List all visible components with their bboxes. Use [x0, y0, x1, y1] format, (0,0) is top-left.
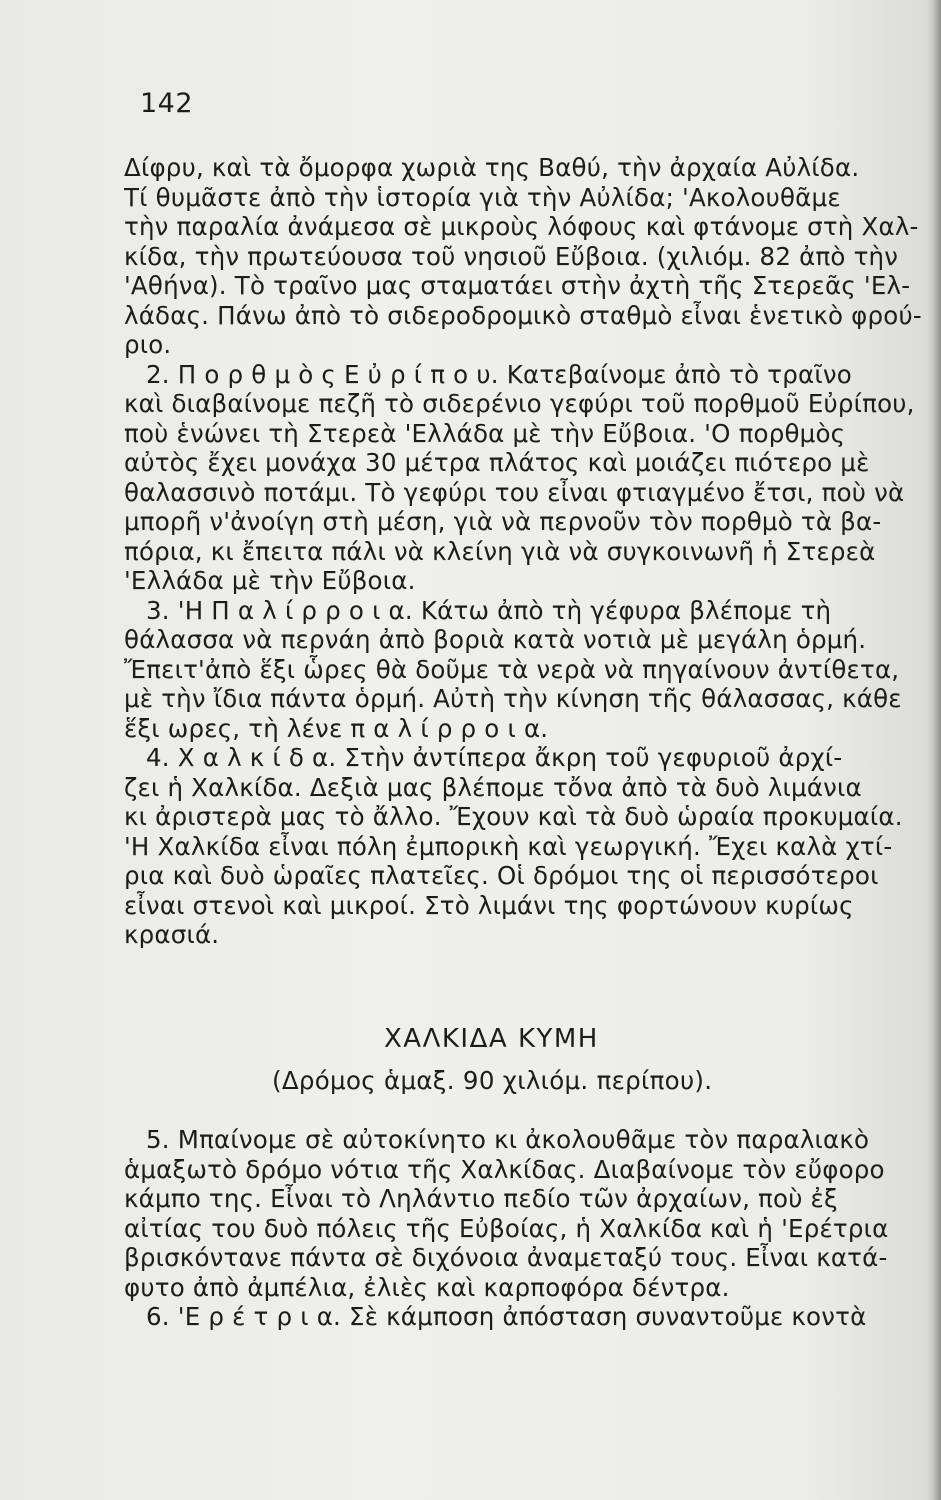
text-line: ρια καὶ δυὸ ὡραῖες πλατεῖες. Οἱ δρόμοι της οἱ περισσότεροι — [124, 861, 879, 890]
text-line: λάδας. Πάνω ἀπὸ τὸ σιδεροδρομικὸ σταθμὸ εἶναι ἑνετικὸ φρού- — [124, 300, 922, 330]
text-line: ποὺ ἑνώνει τὴ Στερεὰ 'Ελλάδα μὲ τὴν Εὔβοια. 'Ο πορθμὸς — [124, 418, 846, 448]
text-line: κι ἀριστερὰ μας τὸ ἄλλο. Ἔχουν καὶ τὰ δυὸ ὡραία προκυμαία. — [124, 802, 903, 831]
section-6-line: 6. 'Ε ρ έ τ ρ ι α. Σὲ κάμποση ἀπόσταση συναντοῦμε κοντὰ — [146, 1302, 867, 1331]
text-line: Δίφρυ, καὶ τὰ ὄμορφα χωριὰ της Βαθύ, τὴν ἀρχαία Αὐλίδα. — [124, 153, 860, 182]
text-line: ἁμαξωτὸ δρόμο νότια τῆς Χαλκίδας. Διαβαίνομε τὸν εὔφορο — [124, 1154, 885, 1184]
text-line: ἕξι ωρες, τὴ λένε π α λ ί ρ ρ ο ι α. — [124, 713, 549, 743]
text-line: αὐτὸς ἔχει μονάχα 30 μέτρα πλάτος καὶ μοιάζει πιότερο μὲ — [124, 448, 870, 477]
text-line: καὶ διαβαίνομε πεζῆ τὸ σιδερένιο γεφύρι τοῦ πορθμοῦ Εὐρίπου, — [124, 389, 915, 418]
text-line: 'Αθήνα). Τὸ τραῖνο μας σταματάει στὴν ἀχτὴ τῆς Στερεᾶς 'Ελ- — [124, 271, 911, 300]
text-line: 'Η Χαλκίδα εἶναι πόλη ἐμπορικὴ καὶ γεωργική. Ἔχει καλὰ χτί- — [124, 831, 893, 861]
text-line: εἶναι στενοὶ καὶ μικροί. Στὸ λιμάνι της φορτώνουν κυρίως — [124, 890, 854, 920]
text-line: πόρια, κι ἔπειτα πάλι νὰ κλείνη γιὰ νὰ συγκοινωνῆ ἡ Στερεὰ — [124, 536, 876, 566]
section-4-line: 4. Χ α λ κ ί δ α. Στὴν ἀντίπερα ἄκρη τοῦ γεφυριοῦ ἀρχί- — [146, 743, 843, 772]
text-line: ζει ἡ Χαλκίδα. Δεξιὰ μας βλέπομε τὄνα ἀπὸ τὰ δυὸ λιμάνια — [124, 772, 862, 802]
text-line: μπορῆ ν'ἀνοίγη στὴ μέση, γιὰ νὰ περνοῦν τὸν πορθμὸ τὰ βα- — [124, 507, 882, 536]
text-line: κρασιά. — [124, 920, 220, 949]
text-line: Ἔπειτ'ἀπὸ ἕξι ὧρες θὰ δοῦμε τὰ νερὰ νὰ πηγαίνουν ἀντίθετα, — [124, 654, 900, 684]
section-heading: ΧΑΛΚΙΔΑ ΚΥΜΗ — [384, 1024, 599, 1054]
section-3-line: 3. 'Η Π α λ ί ρ ρ ο ι α. Κάτω ἀπὸ τὴ γέφυρα βλέπομε τὴ — [146, 595, 832, 625]
text-line: θάλασσα νὰ περνάη ἀπὸ βοριὰ κατὰ νοτιὰ μὲ μεγάλη ὁρμή. — [124, 625, 867, 654]
text-line: μὲ τὴν ἴδια πάντα ὁρμή. Αὐτὴ τὴν κίνηση τῆς θάλασσας, κάθε — [124, 684, 902, 713]
text-line: θαλασσινὸ ποτάμι. Τὸ γεφύρι του εἶναι φτιαγμένο ἔτσι, ποὺ νὰ — [124, 477, 905, 507]
page-number: 142 — [140, 88, 194, 119]
text-line: φυτο ἀπὸ ἀμπέλια, ἐλιὲς καὶ καρποφόρα δέντρα. — [124, 1272, 730, 1302]
text-line: κίδα, τὴν πρωτεύουσα τοῦ νησιοῦ Εὔβοια. (χιλιόμ. 82 ἀπὸ τὴν — [124, 241, 899, 271]
section-2-line: 2. Π ο ρ θ μ ὸ ς Ε ὐ ρ ί π ο υ. Κατεβαίνομε ἀπὸ τὸ τραῖνο — [146, 359, 852, 389]
text-block-top — [124, 153, 934, 950]
text-block-bottom — [124, 1125, 934, 1332]
section-5-line: 5. Μπαίνομε σὲ αὐτοκίνητο κι ἀκολουθᾶμε τὸν παραλιακὸ — [146, 1125, 870, 1154]
text-line: Τί θυμᾶστε ἀπὸ τὴν ἱστορία γιὰ τὴν Αὐλίδα; 'Ακολουθᾶμε — [124, 182, 841, 212]
text-line: βρισκόντανε πάντα σὲ διχόνοια ἀναμεταξύ τους. Εἶναι κατά- — [124, 1243, 888, 1272]
text-line: τὴν παραλία ἀνάμεσα σὲ μικροὺς λόφους καὶ φτάνομε στὴ Χαλ- — [124, 212, 919, 241]
text-line: αἰτίας του δυὸ πόλεις τῆς Εὐβοίας, ἡ Χαλκίδα καὶ ἡ 'Ερέτρια — [124, 1213, 889, 1243]
text-line: 'Ελλάδα μὲ τὴν Εὔβοια. — [124, 566, 416, 595]
section-subheading: (Δρόμος ἁμαξ. 90 χιλιόμ. περίπου). — [272, 1066, 713, 1095]
text-line: ριο. — [124, 330, 172, 359]
text-line: κάμπο της. Εἶναι τὸ Ληλάντιο πεδίο τῶν ἀρχαίων, ποὺ ἐξ — [124, 1184, 838, 1213]
